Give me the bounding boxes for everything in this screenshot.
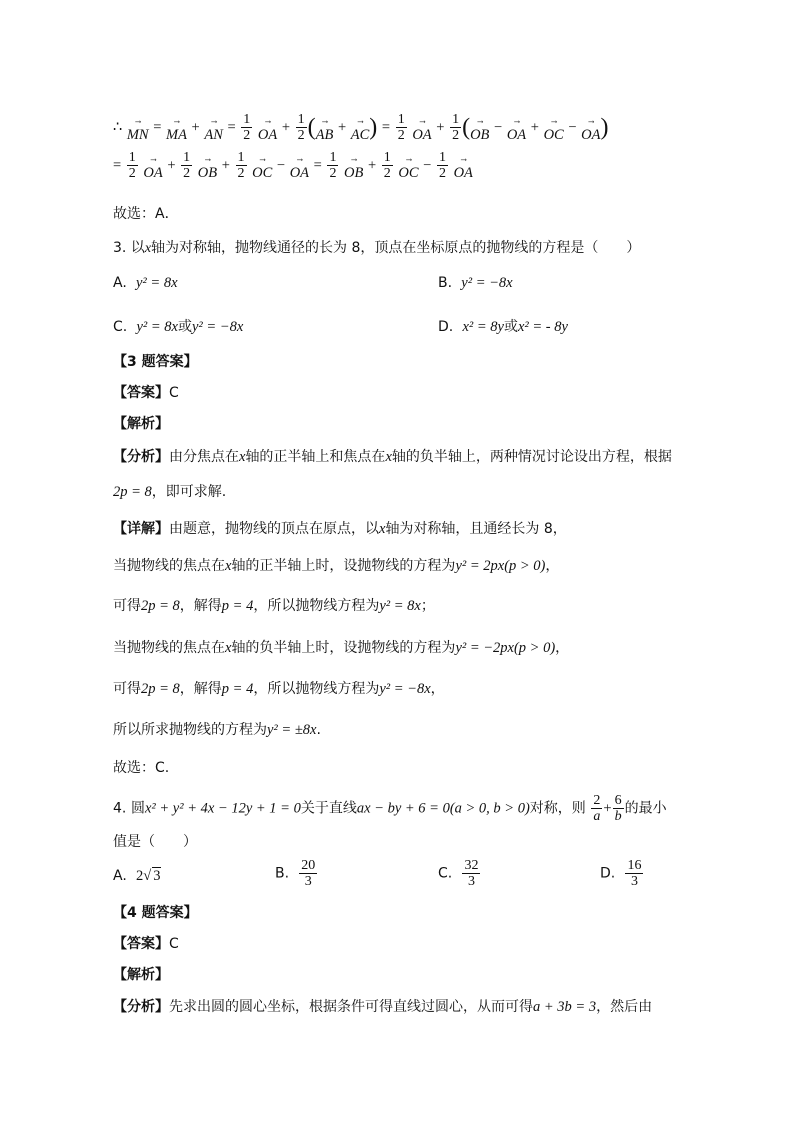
q3-conclusion: 所以所求抛物线的方程为y² = ±8x. (113, 722, 321, 738)
vector-ob: ⟶ OB (470, 117, 490, 143)
q3-case-2: 当抛物线的焦点在x轴的负半轴上时，设抛物线的方程为y² = −2px(p > 0)， (113, 640, 570, 656)
therefore-symbol: ∴ (113, 119, 123, 136)
vector-ob: ⟶ OB (344, 155, 364, 181)
question-4-stem-line-2: 值是（ ） (113, 834, 197, 850)
vector-oa: ⟶ OA (143, 155, 163, 181)
q3-result-1: 可得2p = 8，解得p = 4，所以抛物线方程为y² = 8x； (113, 598, 435, 614)
q3-case-1: 当抛物线的焦点在x轴的正半轴上时，设抛物线的方程为y² = 2px(p > 0)， (113, 558, 560, 574)
fraction-half: $\frac{1}{2}$ (397, 112, 405, 143)
q3-result-2: 可得2p = 8，解得p = 4，所以抛物线方程为y² = −8x， (113, 681, 445, 697)
q3-pick: 故选：C. (113, 760, 170, 776)
vector-ab: ⟶ AB (315, 117, 334, 143)
vector-oa: ⟶ OA (506, 117, 527, 143)
q3-option-b[interactable]: B. y² = −8x (438, 275, 513, 291)
vector-oa: ⟶ OA (412, 117, 432, 143)
vector-ma: ⟶ MA (166, 117, 187, 143)
vector-oa: ⟶ OA (257, 117, 278, 143)
fraction-half: $\frac{1}{2}$ (183, 150, 191, 181)
vector-oa: ⟶ OA (289, 155, 310, 181)
q4-option-c[interactable]: C. $\frac{32}{3}$ (438, 858, 479, 889)
vector-derivation-line-2: = $\frac{1}{2}$ ⟶ OA + $\frac{1}{2}$ ⟶ OB + $\frac{1}{2}$ ⟶ OC − ⟶ OA = $\frac{1}{2}$ ⟶ OB + $\frac{1}{2}$ ⟶ OC − $\frac{1}{2}$ ⟶ OA (113, 150, 473, 181)
q3-option-c[interactable]: C. y² = 8x或y² = −8x (113, 319, 244, 335)
fraction-half: $\frac{1}{2}$ (383, 150, 391, 181)
vector-ac: ⟶ AC (350, 117, 370, 143)
q4-answer: 【答案】C (113, 936, 179, 952)
vector-oa: ⟶ OA (581, 117, 601, 143)
q4-option-a[interactable]: A. 2√ 3 (113, 868, 161, 884)
answer-pick-a: 故选：A． (113, 206, 179, 222)
fraction-2-over-a: $\frac{2}{a}$ (593, 793, 601, 824)
q3-option-d[interactable]: D. x² = 8y或x² = - 8y (438, 319, 568, 335)
q3-analysis-header: 【解析】 (113, 416, 169, 432)
fraction-half: $\frac{1}{2}$ (237, 150, 245, 181)
q4-analysis-header: 【解析】 (113, 967, 169, 983)
question-4-stem-line-1: 4. 圆x² + y² + 4x − 12y + 1 = 0关于直线ax − by + 6 = 0(a > 0, b > 0)对称，则 $\frac{2}{a}$ + $\frac{6}{b}$ 的最小 (113, 793, 667, 824)
fraction-half: $\frac{1}{2}$ (452, 112, 460, 143)
q3-fenxi-line-2: 2p = 8，即可求解. (113, 484, 227, 500)
q4-option-d[interactable]: D. $\frac{16}{3}$ (600, 858, 642, 889)
fraction-half: $\frac{1}{2}$ (128, 150, 136, 181)
vector-ob: ⟶ OB (197, 155, 218, 181)
vector-an: ⟶ AN (204, 117, 223, 143)
vector-derivation-line-1: ∴ ⟶ MN = ⟶ MA + ⟶ AN = $\frac{1}{2}$ ⟶ OA + $\frac{1}{2}$ ( ⟶ AB + ⟶ AC ) = $\frac{1}{2}$ ⟶ OA + $\frac{1}{2}$ ( ⟶ OB − ⟶ OA + ⟶ OC − ⟶ OA ) (113, 112, 609, 143)
vector-oa: ⟶ OA (453, 155, 473, 181)
q3-answer: 【答案】C (113, 385, 179, 401)
vector-mn: ⟶ MN (126, 117, 149, 143)
q3-fenxi-line-1: 【分析】由分焦点在x轴的正半轴上和焦点在x轴的负半轴上，两种情况讨论设出方程，根据 (113, 449, 672, 465)
fraction-half: $\frac{1}{2}$ (243, 112, 251, 143)
fraction-half: $\frac{1}{2}$ (438, 150, 446, 181)
question-3-stem: 3. 以x轴为对称轴，抛物线通径的长为 8，顶点在坐标原点的抛物线的方程是（ ） (113, 240, 641, 256)
q3-detail-line-1: 【详解】由题意，抛物线的顶点在原点，以x轴为对称轴，且通经长为 8， (113, 521, 567, 537)
fraction-half: $\frac{1}{2}$ (329, 150, 337, 181)
fraction-half: $\frac{1}{2}$ (297, 112, 305, 143)
vector-oc: ⟶ OC (398, 155, 419, 181)
q4-fenxi-line-1: 【分析】先求出圆的圆心坐标，根据条件可得直线过圆心，从而可得a + 3b = 3，然后由 (113, 999, 653, 1015)
vector-oc: ⟶ OC (252, 155, 273, 181)
q4-option-b[interactable]: B. $\frac{20}{3}$ (275, 858, 316, 889)
vector-oc: ⟶ OC (543, 117, 564, 143)
q3-answer-header: 【3 题答案】 (113, 354, 198, 370)
fraction-6-over-b: $\frac{6}{b}$ (614, 793, 622, 824)
q4-answer-header: 【4 题答案】 (113, 905, 198, 921)
q3-option-a[interactable]: A. y² = 8x (113, 275, 178, 291)
